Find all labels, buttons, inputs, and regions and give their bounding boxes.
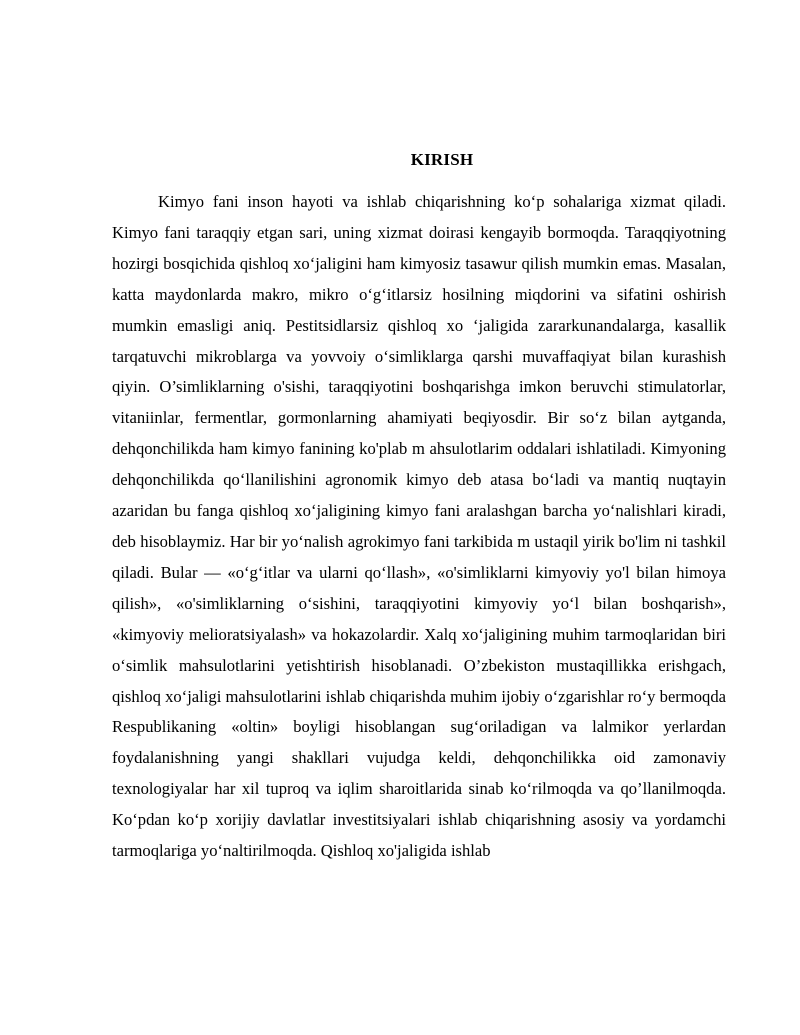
body-paragraph: Kimyo fani inson hayoti va ishlab chiqarishning ko‘p sohalariga xizmat qiladi. Kimyo fani taraqqiy etgan sari, uning xizmat doirasi kengayib bormoqda. Taraqqiyotning hozirgi bosqichida qishloq xo‘jaligini ham kimyosiz tasawur qilish mumkin emas. Masalan, katta maydonlarda makro, mikro o‘g‘itlarsiz hosilning miqdorini va sifatini oshirish mumkin emasligi aniq. Pestitsidlarsiz qishloq xo ‘jaligida zararkunandalarga, kasallik tarqatuvchi mikroblarga va yovvoiy o‘simliklarga qarshi muvaffaqiyat bilan kurashish qiyin. O’simliklarning o'sishi, taraqqiyotini boshqarishga imkon beruvchi stimulatorlar, vitaniinlar, fermentlar, gormonlarning ahamiyati beqiyosdir. Bir so‘z bilan aytganda, dehqonchilikda ham kimyo fanining ko'plab m ahsulotlarim oddalari ishlatiladi. Kimyoning dehqonchilikda qo‘llanilishini agronomik kimyo deb atasa bo‘ladi va mantiq nuqtayin azaridan bu fanga qishloq xo‘jaligining kimyo fani aralashgan barcha yo‘nalishlari kiradi, deb hisoblaymiz. Har bir yo‘nalish agrokimyo fani tarkibida m ustaqil yirik bo'lim ni tashkil qiladi. Bular — «o‘g‘itlar va ularni qo‘llash», «o'simliklarni kimyoviy yo'l bilan himoya qilish», «o'simliklarning o‘sishini, taraqqiyotini kimyoviy yo‘l bilan boshqarish», «kimyoviy melioratsiyalash» va hokazolardir. Xalq xo‘jaligining muhim tarmoqlaridan biri o‘simlik mahsulotlarini yetishtirish hisoblanadi. O’zbekiston mustaqillikka erishgach, qishloq xo‘jaligi mahsulotlarini ishlab chiqarishda muhim ijobiy o‘zgarishlar ro‘y bermoqda Respublikaning «oltin» boyligi hisoblangan sug‘oriladigan va lalmikor yerlardan foydalanishning yangi shakllari vujudga keldi, dehqonchilikka oid zamonaviy texnologiyalar har xil tuproq va iqlim sharoitlarida sinab ko‘rilmoqda va qo’llanilmoqda. Ko‘pdan ko‘p xorijiy davlatlar investitsiyalari ishlab chiqarishning asosiy va yordamchi tarmoqlariga yo‘naltirilmoqda. Qishloq xo'jaligida ishlab	[112, 192, 726, 861]
page-title: KIRISH	[410, 150, 474, 169]
